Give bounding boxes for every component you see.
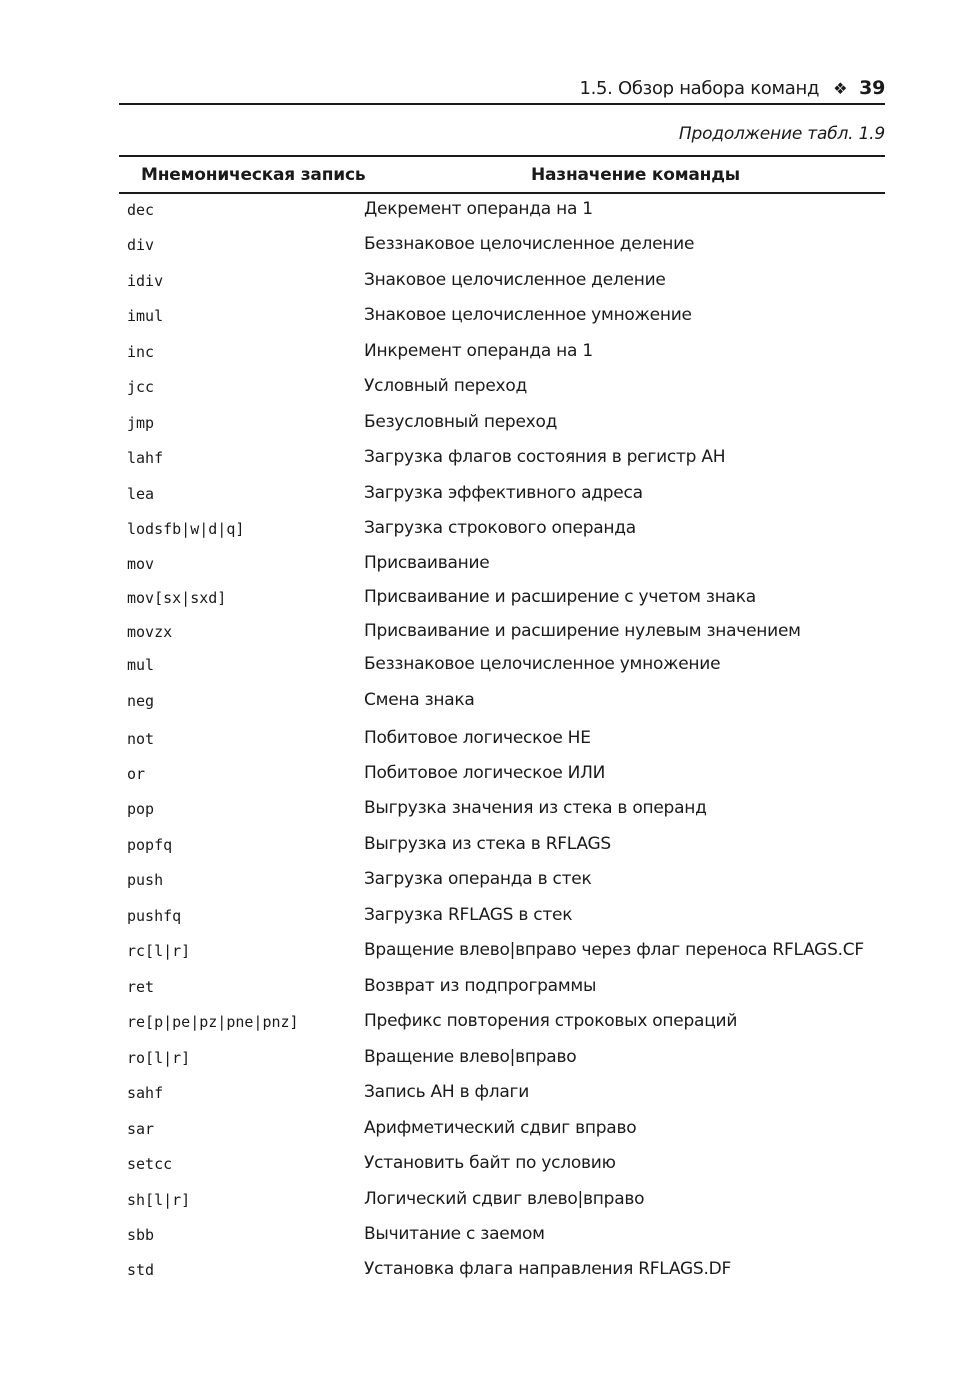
description-cell: Логический сдвиг влево|вправо (364, 1189, 645, 1209)
mnemonic-cell: re[p|pe|pz|pne|pnz] (127, 1013, 299, 1031)
mnemonic-cell: setcc (127, 1155, 173, 1173)
column-header-mnemonic: Мнемоническая запись (141, 165, 366, 185)
description-cell: Запись AH в флаги (364, 1082, 530, 1102)
mnemonic-cell: sh[l|r] (127, 1191, 191, 1209)
table-row (119, 869, 885, 899)
mnemonic-cell: pop (127, 800, 155, 818)
diamond-separator-icon: ❖ (833, 79, 848, 98)
table-row (119, 518, 885, 548)
description-cell: Префикс повторения строковых операций (364, 1011, 738, 1031)
mnemonic-cell: movzx (127, 623, 173, 641)
description-cell: Установить байт по условию (364, 1153, 616, 1173)
description-cell: Загрузка строкового операнда (364, 518, 636, 538)
mnemonic-cell: not (127, 730, 155, 748)
table-row (119, 1082, 885, 1112)
mnemonic-cell: mul (127, 656, 155, 674)
section-title: 1.5. Обзор набора команд (579, 78, 820, 99)
running-header (119, 74, 885, 105)
mnemonic-cell: sahf (127, 1084, 164, 1102)
description-cell: Присваивание и расширение нулевым значением (364, 621, 801, 641)
mnemonic-cell: rc[l|r] (127, 942, 191, 960)
table-row (119, 763, 885, 793)
table-row (119, 341, 885, 371)
header-right (579, 77, 885, 99)
description-cell: Побитовое логическое ИЛИ (364, 763, 606, 783)
table-row (119, 1011, 885, 1041)
description-cell: Знаковое целочисленное умножение (364, 305, 692, 325)
mnemonic-cell: popfq (127, 836, 173, 854)
table-row (119, 654, 885, 684)
table-row (119, 553, 885, 583)
page-number: 39 (859, 77, 885, 99)
description-cell: Загрузка эффективного адреса (364, 483, 643, 503)
table-row (119, 1224, 885, 1254)
table-row (119, 447, 885, 477)
table-row (119, 976, 885, 1006)
description-cell: Знаковое целочисленное деление (364, 270, 666, 290)
description-cell: Загрузка RFLAGS в стек (364, 905, 573, 925)
description-cell: Загрузка флагов состояния в регистр AH (364, 447, 726, 467)
table-row (119, 376, 885, 406)
mnemonic-cell: jcc (127, 378, 155, 396)
description-cell: Побитовое логическое НЕ (364, 728, 591, 748)
table-row (119, 690, 885, 720)
table-row (119, 305, 885, 335)
description-cell: Декремент операнда на 1 (364, 199, 593, 219)
mnemonic-cell: or (127, 765, 146, 783)
mnemonic-cell: inc (127, 343, 155, 361)
table-row (119, 940, 885, 970)
description-cell: Присваивание и расширение с учетом знака (364, 587, 756, 607)
description-cell: Вращение влево|вправо через флаг переноса RFLAGS.CF (364, 940, 864, 960)
table-row (119, 483, 885, 513)
mnemonic-cell: div (127, 236, 155, 254)
mnemonic-cell: pushfq (127, 907, 182, 925)
mnemonic-cell: sar (127, 1120, 155, 1138)
mnemonic-cell: mov (127, 555, 155, 573)
table-row (119, 270, 885, 300)
description-cell: Возврат из подпрограммы (364, 976, 597, 996)
mnemonic-cell: std (127, 1261, 155, 1279)
table-row (119, 1118, 885, 1148)
description-cell: Беззнаковое целочисленное умножение (364, 654, 721, 674)
mnemonic-cell: lodsfb|w|d|q] (127, 520, 245, 538)
description-cell: Вычитание с заемом (364, 1224, 545, 1244)
mnemonic-cell: idiv (127, 272, 164, 290)
column-header-purpose: Назначение команды (531, 165, 740, 185)
table-row (119, 621, 885, 651)
mnemonic-cell: jmp (127, 414, 155, 432)
description-cell: Выгрузка значения из стека в операнд (364, 798, 707, 818)
table-row (119, 1189, 885, 1219)
table-row (119, 1047, 885, 1077)
description-cell: Установка флага направления RFLAGS.DF (364, 1259, 731, 1279)
description-cell: Выгрузка из стека в RFLAGS (364, 834, 611, 854)
description-cell: Вращение влево|вправо (364, 1047, 577, 1067)
table-row (119, 798, 885, 828)
table-row (119, 1153, 885, 1183)
mnemonic-cell: ro[l|r] (127, 1049, 191, 1067)
description-cell: Смена знака (364, 690, 475, 710)
table-continuation-label: Продолжение табл. 1.9 (678, 124, 885, 144)
table-row (119, 412, 885, 442)
mnemonic-cell: imul (127, 307, 164, 325)
description-cell: Условный переход (364, 376, 528, 396)
table-row (119, 587, 885, 617)
table-header (119, 155, 885, 194)
description-cell: Присваивание (364, 553, 490, 573)
table-row (119, 199, 885, 229)
description-cell: Загрузка операнда в стек (364, 869, 592, 889)
mnemonic-cell: dec (127, 201, 155, 219)
mnemonic-cell: lea (127, 485, 155, 503)
table-row (119, 1259, 885, 1289)
mnemonic-cell: sbb (127, 1226, 155, 1244)
description-cell: Беззнаковое целочисленное деление (364, 234, 695, 254)
description-cell: Безусловный переход (364, 412, 558, 432)
description-cell: Инкремент операнда на 1 (364, 341, 593, 361)
mnemonic-cell: mov[sx|sxd] (127, 589, 227, 607)
table-row (119, 728, 885, 758)
table-row (119, 905, 885, 935)
description-cell: Арифметический сдвиг вправо (364, 1118, 637, 1138)
mnemonic-cell: lahf (127, 449, 164, 467)
mnemonic-cell: ret (127, 978, 155, 996)
table-row (119, 234, 885, 264)
mnemonic-cell: push (127, 871, 164, 889)
table-row (119, 834, 885, 864)
mnemonic-cell: neg (127, 692, 155, 710)
